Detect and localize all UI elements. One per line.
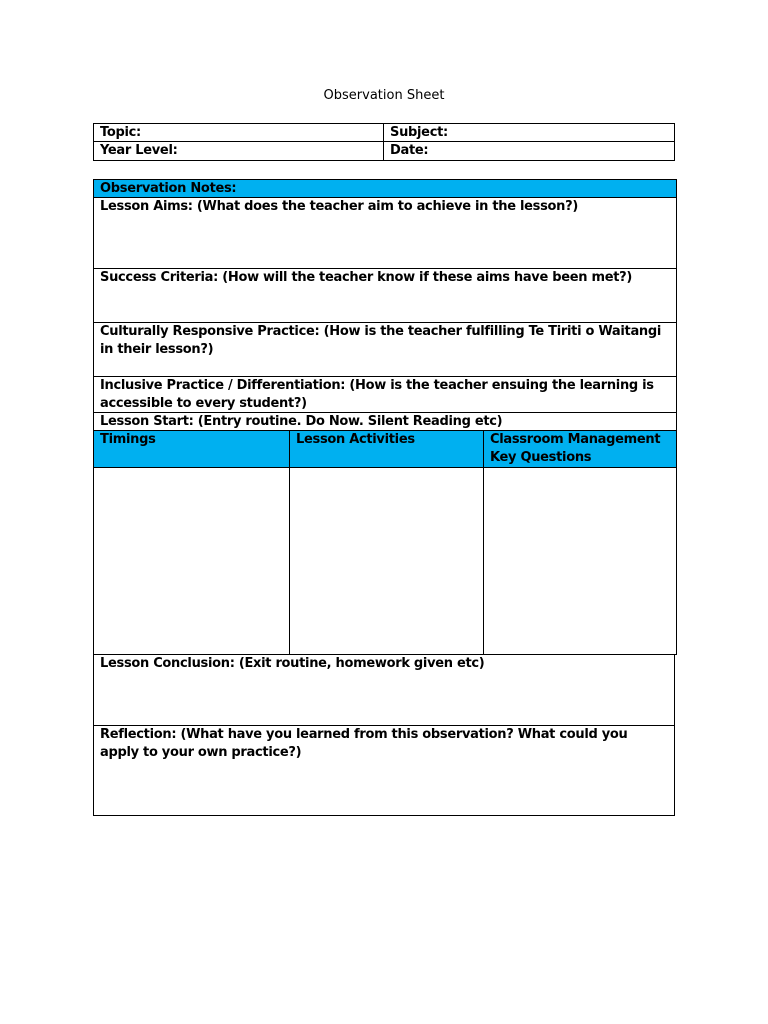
bottom-section <box>93 655 677 816</box>
lesson-aims-label: Lesson Aims: (What does the teacher aim to achieve in the lesson?) <box>100 199 578 214</box>
document-title: Observation Sheet <box>323 88 445 103</box>
lesson-start-cell[interactable] <box>93 413 677 431</box>
timings-column-header <box>94 431 289 468</box>
lesson-activities-label: Lesson Activities <box>296 432 415 447</box>
success-criteria-cell[interactable] <box>93 269 677 323</box>
topic-field[interactable]: Topic: <box>94 124 384 142</box>
lesson-start-label: Lesson Start: (Entry routine. Do Now. Silent Reading etc) <box>100 414 503 429</box>
observation-table <box>93 179 677 816</box>
observation-notes-heading: Observation Notes: <box>93 179 677 198</box>
lesson-activities-column-header <box>289 431 483 468</box>
classroom-management-label: Classroom Management <box>490 432 661 447</box>
info-row-2 <box>94 142 674 160</box>
info-table <box>93 123 675 161</box>
date-field[interactable]: Date: <box>390 143 429 158</box>
lesson-columns-table <box>93 431 677 655</box>
culturally-responsive-cell[interactable] <box>93 323 677 377</box>
classroom-management-column-header <box>483 431 676 468</box>
reflection-label: Reflection: (What have you learned from this observation? What could you apply to your own practice?) <box>100 727 628 760</box>
lesson-aims-cell[interactable] <box>93 198 677 269</box>
culturally-responsive-label: Culturally Responsive Practice: (How is the teacher fulfilling Te Tiriti o Waitangi in their lesson?) <box>100 324 662 357</box>
year-level-field[interactable]: Year Level: <box>94 142 384 160</box>
key-questions-label: Key Questions <box>490 450 592 465</box>
reflection-cell[interactable] <box>93 726 675 816</box>
timings-label: Timings <box>100 432 156 447</box>
lesson-activities-cell[interactable] <box>289 468 483 654</box>
subject-field[interactable]: Subject: <box>390 125 448 140</box>
timings-cell[interactable] <box>94 468 289 654</box>
success-criteria-label: Success Criteria: (How will the teacher know if these aims have been met?) <box>100 270 633 285</box>
inclusive-practice-label: Inclusive Practice / Differentiation: (How is the teacher ensuing the learning is accessible to every student?) <box>100 378 654 411</box>
lesson-conclusion-label: Lesson Conclusion: (Exit routine, homework given etc) <box>100 656 485 671</box>
inclusive-practice-cell[interactable] <box>93 377 677 413</box>
lesson-conclusion-cell[interactable] <box>93 655 675 726</box>
classroom-management-cell[interactable] <box>483 468 676 654</box>
info-row-1 <box>94 124 674 142</box>
